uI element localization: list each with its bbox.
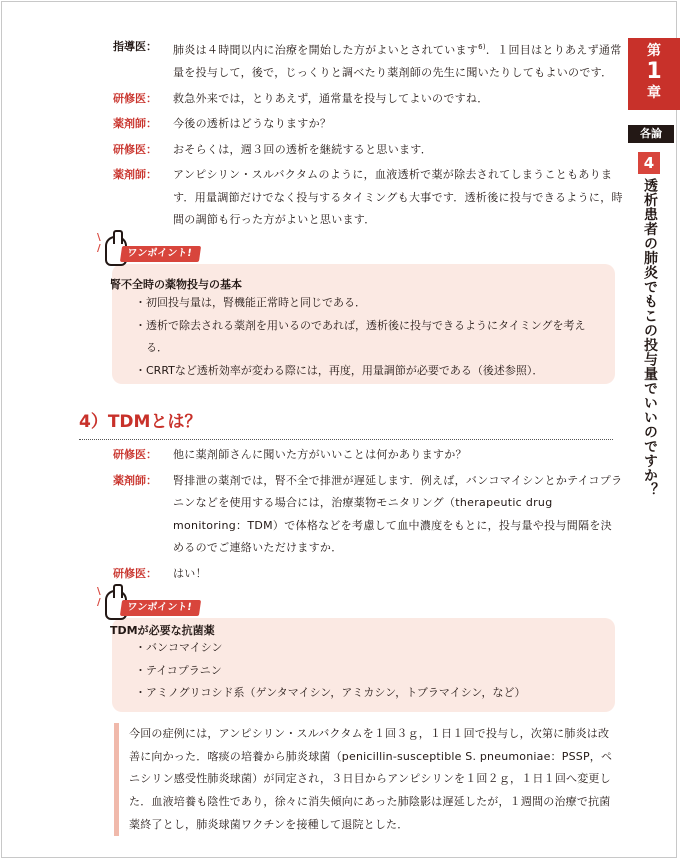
chapter-number: 1 [646,59,662,84]
dialogue-turn [113,36,623,85]
onepoint-title: 腎不全時の薬物投与の基本 [110,278,242,291]
onepoint-title: TDMが必要な抗菌薬 [110,624,215,637]
speaker-label: 薬剤師： [113,473,157,487]
dialogue-block-1 [113,36,623,235]
dialogue-turn [113,164,623,232]
speaker-label: 薬剤師： [113,168,157,182]
speaker-label: 研修医： [113,566,157,580]
speaker-label: 研修医： [113,142,157,156]
speaker-label: 研修医： [113,91,157,105]
section-heading: 4）TDMとは？ [79,410,613,440]
chapter-tab [628,38,680,110]
section-label: 各論 [628,125,674,143]
speaker-label: 薬剤師： [113,117,157,131]
list-item: ・ バンコマイシン [135,637,601,660]
onepoint-box-2 [95,586,615,712]
onepoint-box-1 [95,232,615,386]
dialogue-turn [113,113,623,136]
dialogue-text: 救急外来では，とりあえず，通常量を投与してよいのですね． [173,91,489,105]
case-summary-text: 今回の症例には，アンピシリン・スルバクタムを１回３ｇ，１日１回で投与し，次第に肺炎は改善に向かった．喀痰の培養から肺炎球菌（penicillin-susceptible S. pneumoniae：PSSP，ペニシリン感受性肺炎球菌）が同定され，３日目からアンピシリンを１回２ｇ，１日１回へ変更した．血液培養も陰性であり，徐々に消失傾向にあった肺陰影は遅延したが，１週間の治療で抗菌薬終了とし，肺炎球菌ワクチンを接種して退院とした． [129,727,613,831]
list-item: ・ 透析で除去される薬剤を用いるのであれば，透析後に投与できるようにタイミングを考える． [135,315,601,360]
list-item: ・ アミノグリコシド系（ゲンタマイシン，アミカシン，トブラマイシン，など） [135,682,601,705]
item-number-badge: 4 [638,152,660,174]
dialogue-text: 他に薬剤師さんに聞いた方がいいことは何かありますか？ [173,448,467,461]
dialogue-text: 肺炎は４時間以内に治療を開始した方がよいとされています$^{6)}$．１回目はとりあえず通常量を投与して，後で，じっくりと調べたり薬剤師の先生に聞いたりしてもよいのです． [173,43,622,80]
dialogue-text: アンピシリン・スルバクタムのように，血液透析で薬が除去されてしまうこともあります．用量調節だけでなく投与するタイミングも大事です．透析後に投与できるように，時間の調節も行った方がよいと思います． [173,168,623,227]
dialogue-text: 今後の透析はどうなりますか？ [173,117,332,131]
onepoint-list [135,637,601,705]
onepoint-list [135,292,601,382]
dialogue-turn [113,470,623,560]
dialogue-turn [113,88,623,111]
list-item: ・ テイコプラニン [135,660,601,683]
list-item: ・ 初回投与量は，腎機能正常時と同じである． [135,292,601,315]
chapter-suffix: 章 [647,85,661,101]
speaker-label: 指導医： [113,40,157,53]
citation-ref: 6) [478,43,486,51]
onepoint-label: ワンポイント! [120,600,201,616]
case-summary-block [114,723,614,836]
speaker-label: 研修医： [113,448,157,461]
chapter-prefix: 第 [647,43,661,59]
dialogue-turn [113,444,623,467]
spark-icon: \ / [97,232,101,254]
dialogue-turn [113,139,623,162]
dialogue-text: 腎排泄の薬剤では，腎不全で排泄が遅延します．例えば，バンコマイシンとかテイコプラニンなどを使用する場合には，治療薬物モニタリング（therapeutic drug monitoring：TDM）で体格などを考慮して血中濃度をもとに，投与量や投与間隔を決めるのでご連絡いただけますか． [173,473,623,554]
item-title-vertical: 透析患者の肺炎でもこの投与量でいいのですか？ [642,178,658,497]
dialogue-text: はい！ [173,566,207,580]
spark-icon: \ / [97,586,101,608]
dialogue-block-2 [113,444,623,588]
onepoint-label: ワンポイント! [120,246,201,262]
dialogue-turn [113,563,623,586]
dialogue-text: おそらくは，週３回の透析を継続すると思います． [173,142,433,156]
list-item: ・ CRRTなど透析効率が変わる際には，再度，用量調節が必要である（後述参照）． [135,360,601,383]
